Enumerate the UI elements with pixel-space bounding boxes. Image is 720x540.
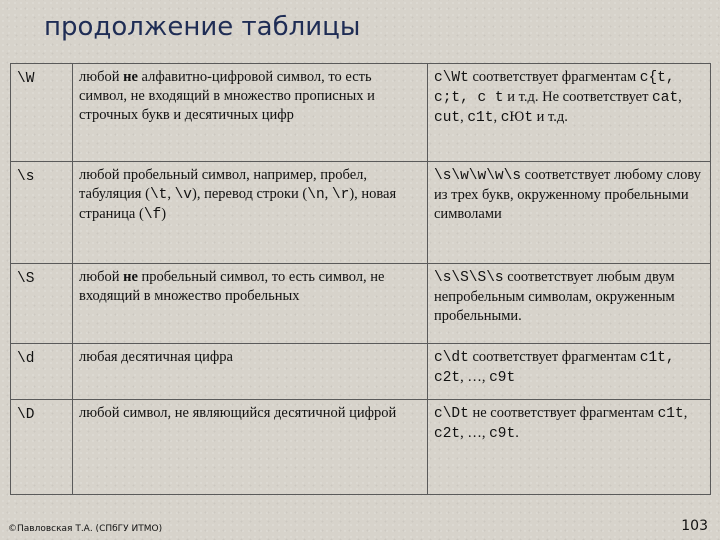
code-fragment: c9t: [489, 370, 516, 386]
text-fragment: .: [515, 425, 519, 441]
example-cell: [428, 162, 711, 264]
code-fragment: \s\S\S\s: [434, 270, 504, 286]
description-cell: [73, 400, 428, 495]
table-row: [11, 162, 711, 264]
code-fragment: \n: [307, 187, 325, 203]
table-row: [11, 264, 711, 344]
text-fragment: ), новая страница (: [79, 186, 397, 222]
symbol-cell: \S: [11, 264, 73, 344]
code-fragment: c1t: [467, 110, 494, 126]
code-fragment: \t: [149, 187, 168, 203]
example-cell: [428, 64, 711, 162]
code-fragment: \v: [174, 187, 192, 203]
text-fragment: не: [123, 69, 138, 85]
table-row: [11, 64, 711, 162]
code-fragment: cat: [652, 90, 679, 106]
text-fragment: любой: [79, 69, 124, 85]
text-fragment: любая десятичная цифра: [79, 349, 233, 365]
table-row: [11, 344, 711, 400]
code-fragment: \r: [331, 187, 350, 203]
text-fragment: соответствует любым двум непробельным символам, окруженным пробельными.: [434, 269, 675, 324]
text-fragment: ,: [493, 109, 501, 125]
description-cell: [73, 344, 428, 400]
code-fragment: c: [500, 110, 510, 126]
code-fragment: \f: [143, 207, 162, 223]
text-fragment: и т.д.: [533, 109, 568, 125]
text-fragment: любой: [79, 269, 124, 285]
text-fragment: и т.д. Не соответствует: [503, 89, 653, 105]
text-fragment: ,: [324, 186, 332, 202]
symbol-cell: \d: [11, 344, 73, 400]
text-fragment: , …,: [460, 369, 490, 385]
code-fragment: c\dt: [434, 350, 469, 366]
text-fragment: ), перевод строки (: [192, 186, 308, 202]
text-fragment: , …,: [460, 425, 490, 441]
text-fragment: ,: [683, 405, 688, 421]
code-fragment: c9t: [489, 426, 516, 442]
table-row: [11, 400, 711, 495]
text-fragment: любой символ, не являющийся десятичной цифрой: [79, 405, 397, 421]
code-fragment: c{t, c;t, c t: [434, 70, 675, 106]
example-cell: [428, 344, 711, 400]
text-fragment: ): [161, 206, 167, 222]
description-cell: [73, 64, 428, 162]
example-cell: [428, 400, 711, 495]
code-fragment: c1t, c2t: [434, 350, 675, 386]
text-fragment: ,: [460, 109, 468, 125]
text-fragment: не: [123, 269, 138, 285]
code-fragment: c1t: [657, 406, 684, 422]
code-fragment: c\Wt: [434, 70, 469, 86]
text-fragment: Ю: [509, 109, 525, 125]
code-fragment: c2t: [434, 426, 461, 442]
code-fragment: c\Dt: [434, 406, 469, 422]
text-fragment: алфавитно-цифровой символ, то есть символ, не входящий в множество прописных и строчных букв и десятичных цифр: [79, 69, 375, 123]
code-fragment: cut: [434, 110, 461, 126]
text-fragment: ,: [678, 89, 682, 105]
regex-table: [10, 63, 711, 495]
text-fragment: ,: [167, 186, 175, 202]
code-fragment: \s\w\w\w\s: [434, 168, 522, 184]
symbol-cell: \W: [11, 64, 73, 162]
text-fragment: не соответствует фрагментам: [468, 405, 658, 421]
text-fragment: пробельный символ, то есть символ, не входящий в множество пробельных: [79, 269, 385, 304]
text-fragment: соответствует фрагментам: [468, 69, 640, 85]
symbol-cell: \D: [11, 400, 73, 495]
code-fragment: t: [524, 110, 534, 126]
copyright-footer: ©Павловская Т.А. (СПбГУ ИТМО): [8, 524, 163, 534]
page-number: 103: [681, 518, 708, 534]
example-cell: [428, 264, 711, 344]
symbol-cell: \s: [11, 162, 73, 264]
description-cell: [73, 162, 428, 264]
text-fragment: любой пробельный символ, например, пробел, табуляция (: [79, 167, 367, 202]
page-title: продолжение таблицы: [44, 12, 361, 42]
text-fragment: соответствует любому слову из трех букв, окруженному пробельными символами: [434, 167, 702, 222]
text-fragment: соответствует фрагментам: [468, 349, 640, 365]
description-cell: [73, 264, 428, 344]
